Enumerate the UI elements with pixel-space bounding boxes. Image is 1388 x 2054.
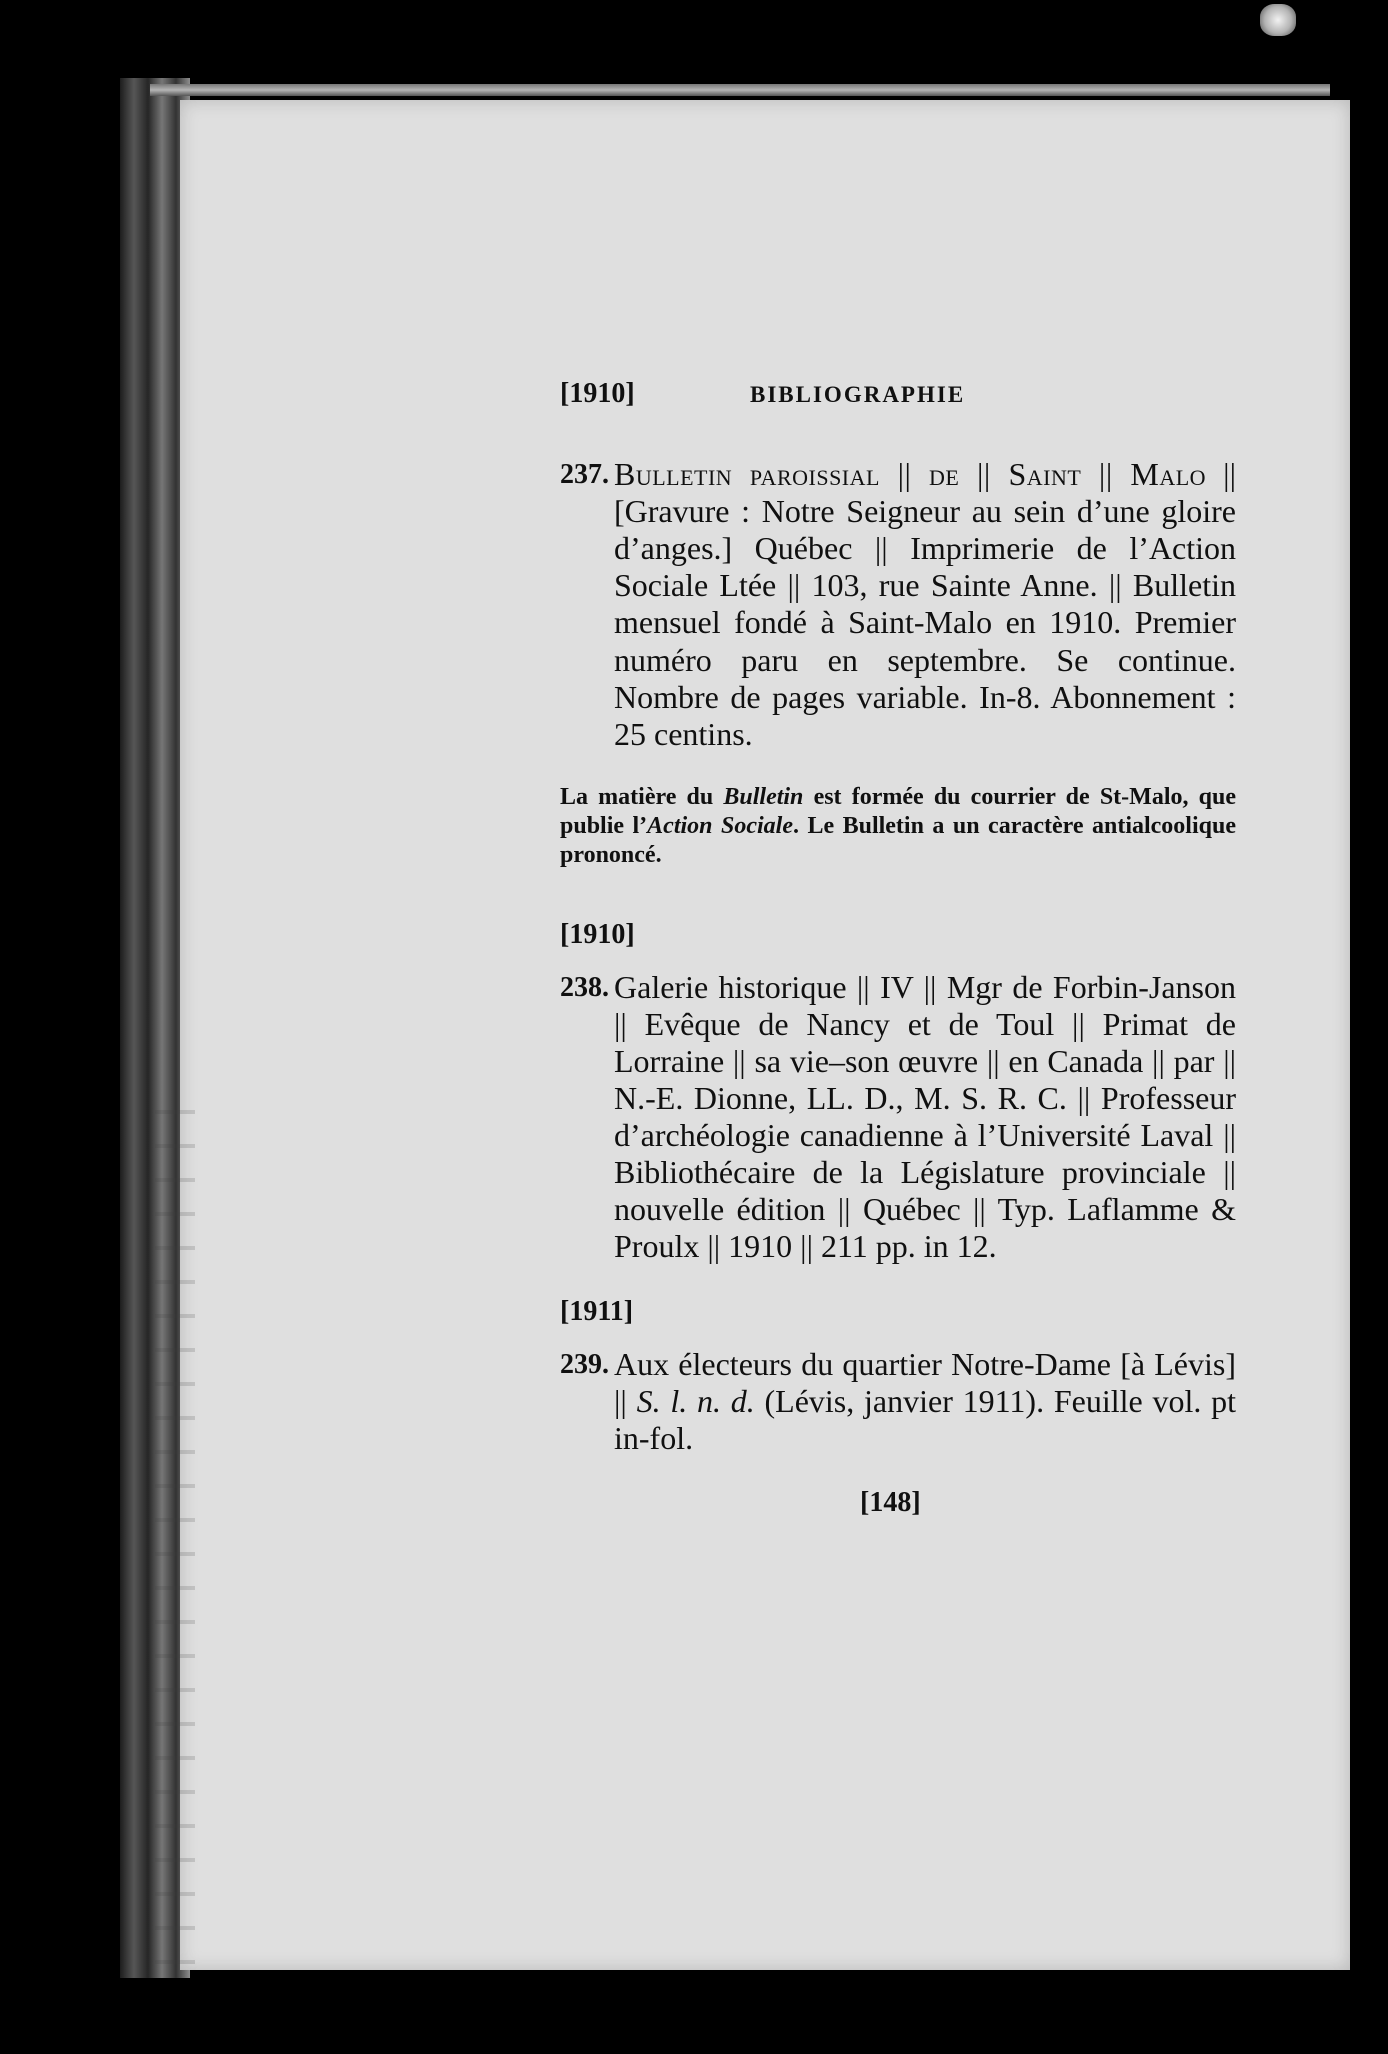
entry-238: [560, 969, 1236, 1266]
entry-237: [560, 456, 1236, 753]
entry-text: Galerie historique || IV || Mgr de Forbin-Janson || Evêque de Nancy et de Toul || Primat de Lorraine || sa vie–son œuvre || en Canada || par || N.-E. Dionne, LL. D., M. S. R. C. || Professeur d’archéologie canadienne à l’Université Laval || Bibliothécaire de la Législature provinciale || nouvelle édition || Québec || Typ. Laflamme & Proulx || 1910 || 211 pp. in 12.: [614, 968, 1236, 1265]
page-top-edge: [150, 84, 1330, 96]
running-header: [560, 380, 1236, 408]
entry-year: [1910]: [560, 918, 635, 950]
entry-number: 239.: [560, 1348, 609, 1380]
page-content: [560, 380, 1236, 1519]
note-action-sociale: Action Sociale: [647, 813, 793, 840]
note-bulletin: Bulletin: [723, 783, 804, 810]
entry-text: [614, 1346, 1236, 1457]
entry-text-rest: || [Gravure : Notre Seigneur au sein d’une gloire d’anges.] Québec || Imprimerie de l’Action Sociale Ltée || 103, rue Sainte Anne. || Bulletin mensuel fondé à Saint-Malo en 1910. Premier numéro paru en septembre. Se continue. Nombre de pages variable. In-8. Abonnement : 25 centins.: [614, 456, 1236, 752]
entry-note: [560, 783, 1236, 871]
entry-text-part: (Lévis, janvier 1911). Feuille vol. pt in-fol.: [614, 1382, 1237, 1456]
page-number: [148]: [860, 1486, 921, 1518]
entry-text-part: Aux électeurs du quartier Notre-Dame [à Lévis] ||: [614, 1345, 1236, 1419]
entry-year: [1911]: [560, 1295, 634, 1327]
header-year: [1910]: [560, 378, 635, 409]
note-text: La matière du: [560, 783, 724, 810]
entry-number: 237.: [560, 459, 609, 490]
header-title: BIBLIOGRAPHIE: [750, 382, 966, 407]
entry-text: [614, 456, 1236, 753]
entry-number: 238.: [560, 971, 609, 1003]
note-text: . Le Bulletin a un caractère antialcoolique prononcé.: [560, 813, 1236, 869]
note-text: est formée du courrier de St-Malo, que publie l’: [560, 783, 1236, 840]
entry-239: [560, 1346, 1236, 1457]
entry-title-smallcaps: Bulletin paroissial || de || Saint || Malo: [614, 456, 1207, 492]
margin-marks: [155, 1080, 195, 1980]
entry-sine-loco: S. l. n. d.: [636, 1382, 755, 1419]
corner-mark: [1260, 4, 1296, 36]
